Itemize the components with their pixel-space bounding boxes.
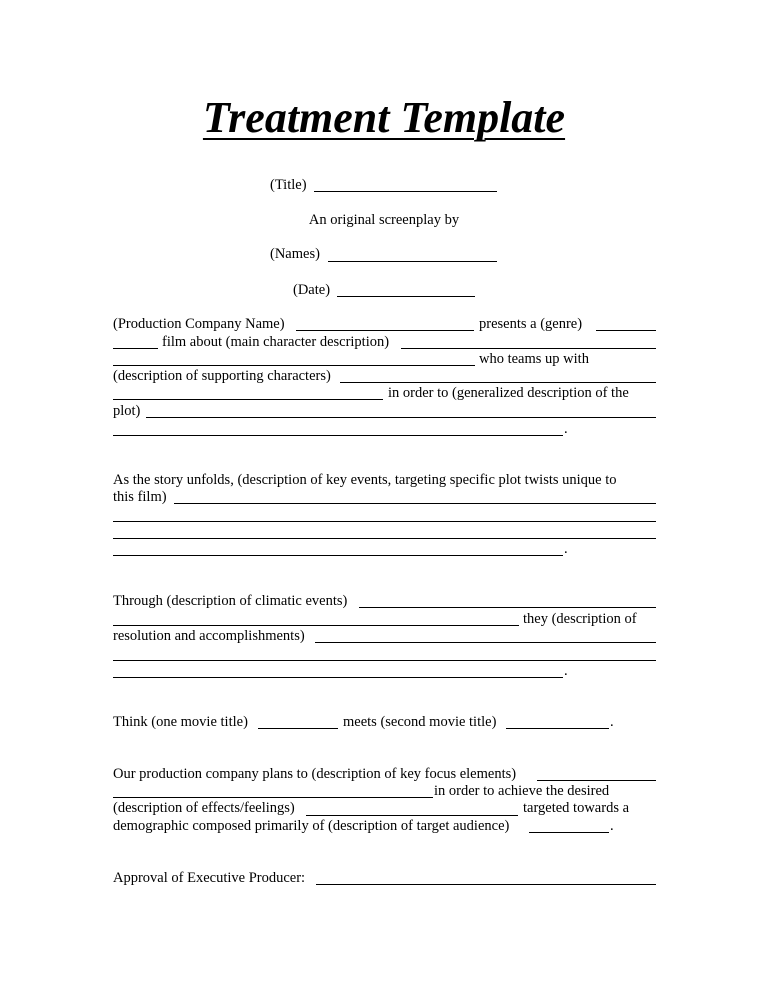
- climatic-events-blank[interactable]: [359, 607, 656, 608]
- para3-period: .: [564, 663, 568, 679]
- genre-blank-cont[interactable]: [113, 348, 158, 349]
- para2-period: .: [564, 541, 568, 557]
- genre-label: presents a (genre): [479, 316, 583, 332]
- story-unfolds-label: As the story unfolds, (description of key events, targeting specific plot twists unique to: [113, 472, 617, 488]
- para5-period: .: [610, 818, 614, 834]
- targeted-label: targeted towards a: [523, 800, 630, 816]
- production-company-blank[interactable]: [296, 330, 474, 331]
- climatic-events-blank-cont[interactable]: [113, 625, 519, 626]
- target-audience-label: demographic composed primarily of (description of target audience): [113, 818, 510, 834]
- approval-signature-blank[interactable]: [316, 884, 656, 885]
- date-label: (Date): [293, 282, 331, 298]
- second-movie-label: meets (second movie title): [343, 714, 497, 730]
- title-label: (Title): [270, 177, 307, 193]
- in-order-to-label: in order to (generalized description of the: [388, 385, 629, 401]
- target-audience-blank[interactable]: [529, 832, 609, 833]
- main-character-blank-cont[interactable]: [113, 365, 475, 366]
- key-events-blank[interactable]: [174, 503, 656, 504]
- resolution-blank[interactable]: [315, 642, 656, 643]
- approval-label: Approval of Executive Producer:: [113, 870, 306, 886]
- they-label: they (description of: [523, 611, 637, 627]
- plot-blank[interactable]: [146, 417, 656, 418]
- genre-blank[interactable]: [596, 330, 656, 331]
- para1-period: .: [564, 421, 568, 437]
- resolution-label: resolution and accomplishments): [113, 628, 305, 644]
- document-title: Treatment Template: [202, 93, 566, 142]
- names-label: (Names): [270, 246, 320, 262]
- climatic-events-label: Through (description of climatic events): [113, 593, 348, 609]
- supporting-characters-blank[interactable]: [340, 382, 656, 383]
- second-movie-blank[interactable]: [506, 728, 609, 729]
- title-blank[interactable]: [314, 191, 497, 192]
- first-movie-blank[interactable]: [258, 728, 338, 729]
- effects-blank[interactable]: [306, 815, 518, 816]
- para4-period: .: [610, 714, 614, 730]
- supporting-characters-label: (description of supporting characters): [113, 368, 331, 384]
- resolution-blank-2[interactable]: [113, 660, 656, 661]
- production-company-label: (Production Company Name): [113, 316, 285, 332]
- main-character-label: film about (main character description): [162, 334, 390, 350]
- effects-label: (description of effects/feelings): [113, 800, 295, 816]
- byline: An original screenplay by: [308, 212, 460, 228]
- key-events-blank-2[interactable]: [113, 521, 656, 522]
- key-events-blank-3[interactable]: [113, 538, 656, 539]
- key-events-blank-end[interactable]: [113, 555, 563, 556]
- main-character-blank[interactable]: [401, 348, 656, 349]
- date-blank[interactable]: [337, 296, 475, 297]
- names-blank[interactable]: [328, 261, 497, 262]
- first-movie-label: Think (one movie title): [113, 714, 248, 730]
- teams-up-label: who teams up with: [479, 351, 589, 367]
- focus-elements-blank[interactable]: [537, 780, 656, 781]
- focus-elements-label: Our production company plans to (description of key focus elements): [113, 766, 517, 782]
- this-film-label: this film): [113, 489, 167, 505]
- plot-blank-end[interactable]: [113, 435, 563, 436]
- achieve-label: in order to achieve the desired: [434, 783, 610, 799]
- resolution-blank-end[interactable]: [113, 677, 563, 678]
- supporting-characters-blank-cont[interactable]: [113, 399, 383, 400]
- plot-label: plot): [113, 403, 141, 419]
- focus-elements-blank-cont[interactable]: [113, 797, 433, 798]
